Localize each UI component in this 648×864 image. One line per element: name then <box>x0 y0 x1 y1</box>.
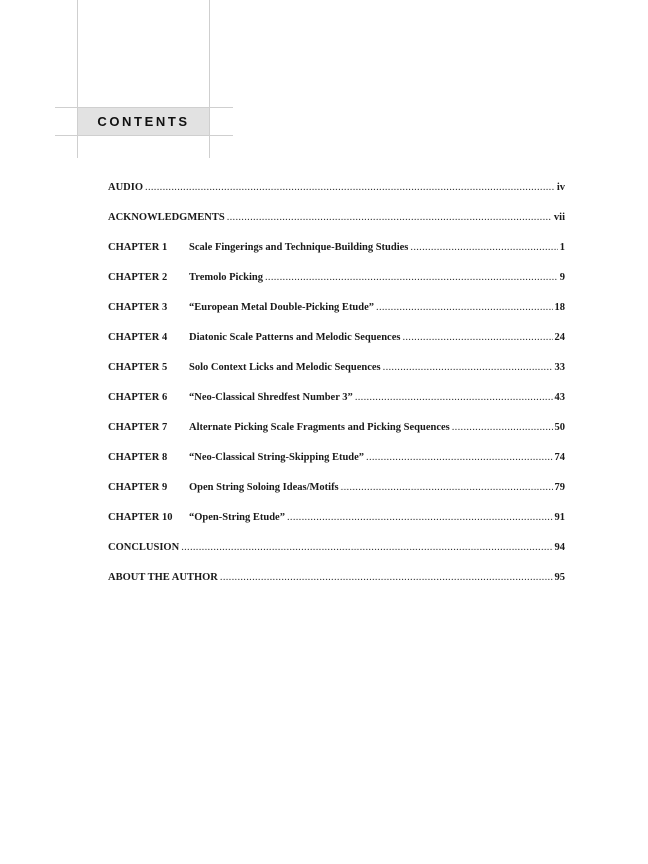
toc-entry-title: “Neo-Classical String-Skipping Etude” <box>189 452 365 463</box>
toc-dot-leader <box>452 422 553 433</box>
toc-entry[interactable] <box>108 482 565 512</box>
toc-dot-leader <box>410 242 557 253</box>
toc-page-number: 94 <box>554 542 565 553</box>
page-title: CONTENTS <box>97 114 190 129</box>
toc-chapter-label: CHAPTER 3 <box>108 302 168 313</box>
toc-entry-title: ABOUT THE AUTHOR <box>108 572 218 583</box>
toc-page-number: 9 <box>559 272 565 283</box>
toc-entry[interactable] <box>108 242 565 272</box>
toc-chapter-label: CHAPTER 1 <box>108 242 168 253</box>
toc-page-number: 24 <box>554 332 565 343</box>
toc-entry-title: Alternate Picking Scale Fragments and Picking Sequences <box>189 422 450 433</box>
toc-dot-leader <box>220 572 553 583</box>
toc-entry[interactable] <box>108 422 565 452</box>
toc-entry-title: Scale Fingerings and Technique-Building Studies <box>189 242 409 253</box>
toc-chapter-label: CHAPTER 7 <box>108 422 168 433</box>
toc-page-number: 1 <box>559 242 565 253</box>
toc-page-number: 50 <box>554 422 565 433</box>
toc-entry[interactable] <box>108 362 565 392</box>
toc-page-number: 33 <box>554 362 565 373</box>
toc-dot-leader <box>227 212 552 223</box>
toc-chapter-label: CHAPTER 2 <box>108 272 168 283</box>
toc-entry-title: Open String Soloing Ideas/Motifs <box>189 482 339 493</box>
toc-entry[interactable] <box>108 272 565 302</box>
toc-page-number: vii <box>553 212 565 223</box>
toc-page-number: 79 <box>554 482 565 493</box>
toc-entry[interactable] <box>108 452 565 482</box>
toc-entry-title: Solo Context Licks and Melodic Sequences <box>189 362 381 373</box>
contents-heading-box <box>78 108 209 135</box>
toc-entry-title: Tremolo Picking <box>189 272 263 283</box>
toc-entry-title: ACKNOWLEDGMENTS <box>108 212 225 223</box>
toc-entry[interactable] <box>108 212 565 242</box>
toc-dot-leader <box>376 302 552 313</box>
toc-dot-leader <box>287 512 553 523</box>
toc-page-number: iv <box>556 182 565 193</box>
toc-dot-leader <box>383 362 553 373</box>
toc-dot-leader <box>265 272 558 283</box>
toc-entry[interactable] <box>108 572 565 602</box>
toc-entry-title: CONCLUSION <box>108 542 180 553</box>
toc-chapter-label: CHAPTER 4 <box>108 332 168 343</box>
toc-page-number: 91 <box>554 512 565 523</box>
toc-page-number: 18 <box>554 302 565 313</box>
toc-entry-title: “European Metal Double-Picking Etude” <box>189 302 375 313</box>
toc-entry[interactable] <box>108 182 565 212</box>
toc-entry-title: “Open-String Etude” <box>189 512 285 523</box>
toc-dot-leader <box>402 332 552 343</box>
toc-entry[interactable] <box>108 542 565 572</box>
toc-page-number: 43 <box>554 392 565 403</box>
toc-dot-leader <box>366 452 552 463</box>
toc-chapter-label: CHAPTER 10 <box>108 512 173 523</box>
toc-dot-leader <box>181 542 552 553</box>
toc-entry[interactable] <box>108 512 565 542</box>
toc-entry-title: “Neo-Classical Shredfest Number 3” <box>189 392 353 403</box>
toc-chapter-label: CHAPTER 5 <box>108 362 168 373</box>
toc-chapter-label: CHAPTER 6 <box>108 392 168 403</box>
toc-chapter-label: CHAPTER 9 <box>108 482 168 493</box>
toc-dot-leader <box>355 392 553 403</box>
toc-entry-title: AUDIO <box>108 182 144 193</box>
crop-mark-horizontal-bottom <box>55 135 233 136</box>
toc-dot-leader <box>341 482 553 493</box>
toc-dot-leader <box>145 182 555 193</box>
toc-entry[interactable] <box>108 302 565 332</box>
toc-entry[interactable] <box>108 392 565 422</box>
toc-page-number: 95 <box>554 572 565 583</box>
toc-page-number: 74 <box>554 452 565 463</box>
table-of-contents <box>108 182 565 602</box>
toc-chapter-label: CHAPTER 8 <box>108 452 168 463</box>
toc-entry-title: Diatonic Scale Patterns and Melodic Sequences <box>189 332 401 343</box>
toc-entry[interactable] <box>108 332 565 362</box>
